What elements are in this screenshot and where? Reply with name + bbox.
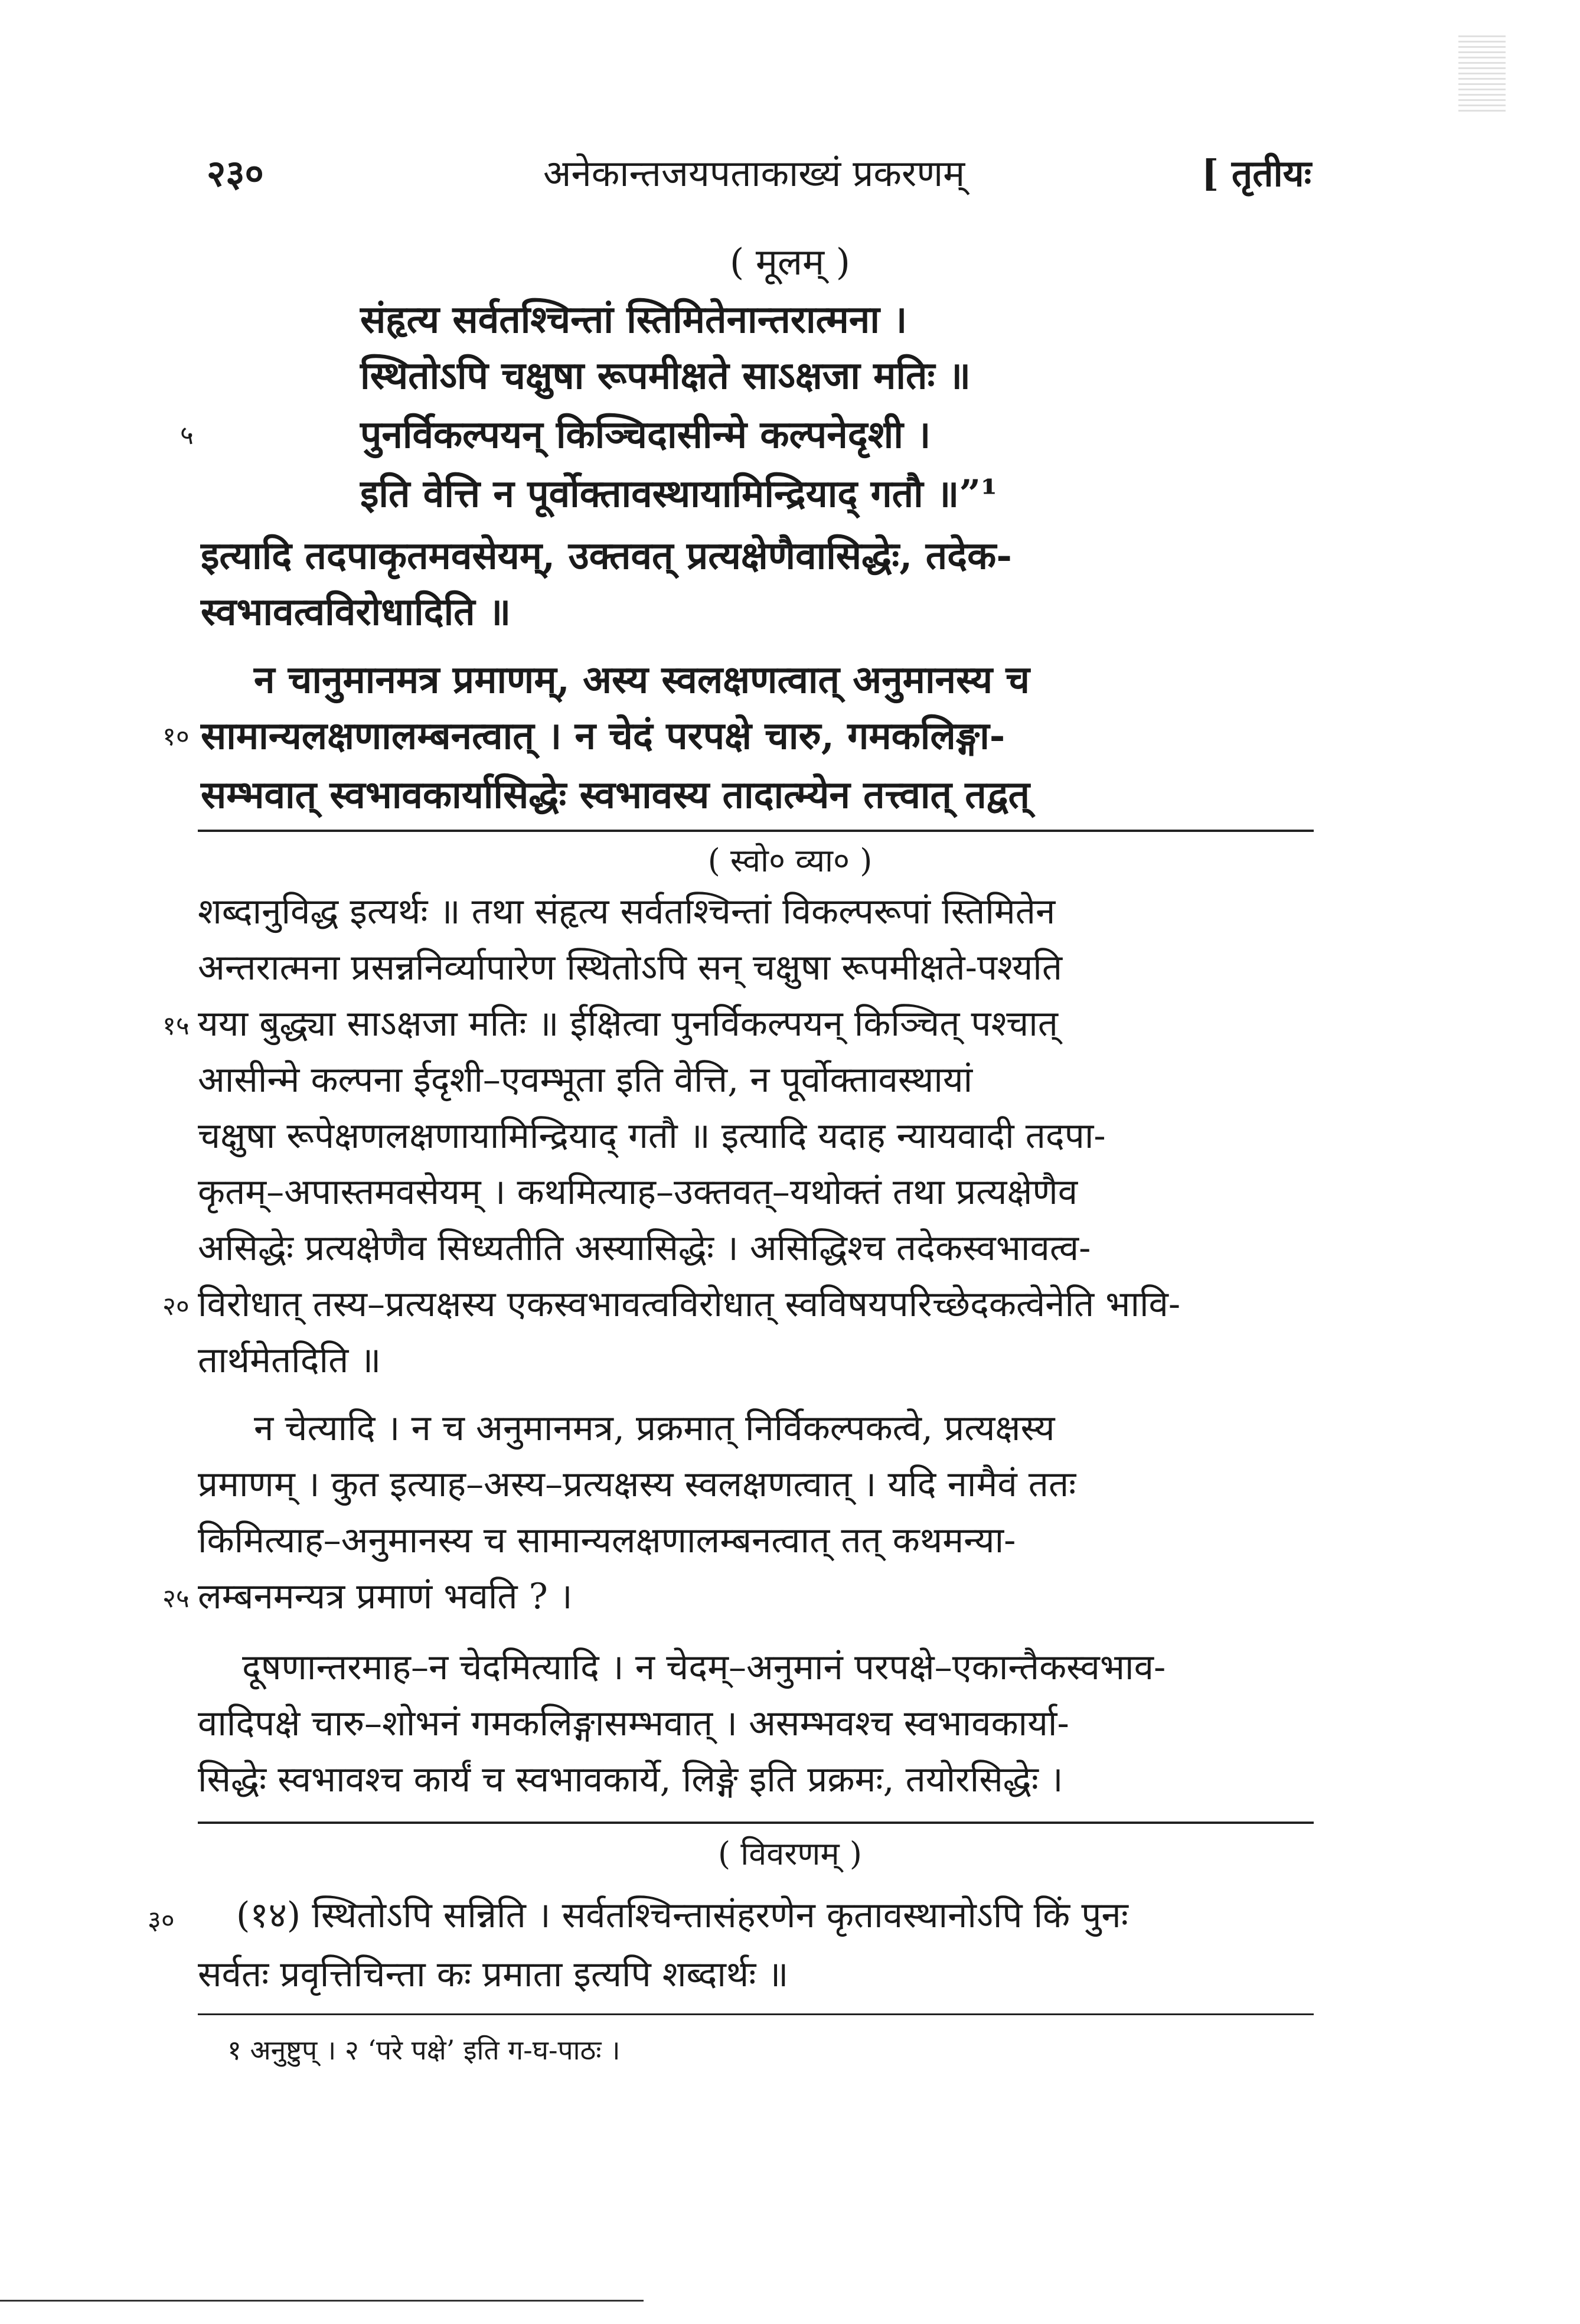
commentary-line: आसीन्मे कल्पना ईदृशी–एवम्भूता इति वेत्ति, न पूर्वोक्तावस्थायां xyxy=(198,1059,973,1101)
commentary-line: दूषणान्तरमाह–न चेदमित्यादि । न चेदम्–अनुमानं परपक्षे–एकान्तैकस्वभाव- xyxy=(242,1647,1166,1688)
commentary-line: सिद्धेः स्वभावश्च कार्यं च स्वभावकार्ये, लिङ्गे इति प्रक्रमः, तयोरसिद्धेः । xyxy=(198,1759,1063,1800)
commentary-line: तार्थमेतदिति ॥ xyxy=(198,1340,381,1381)
section-rule xyxy=(198,830,1314,832)
commentary-line: यया बुद्ध्या साऽक्षजा मतिः ॥ ईक्षित्वा पुनर्विकल्पयन् किञ्चित् पश्चात् xyxy=(198,1003,1058,1045)
commentary-line: असिद्धेः प्रत्यक्षेणैव सिध्यतीति अस्यासिद्धेः । असिद्धिश्च तदेकस्वभावत्व- xyxy=(198,1228,1091,1269)
line-number: १५ xyxy=(162,1011,190,1041)
commentary-line: कृतम्–अपास्तमवसेयम् । कथमित्याह–उक्तवत्–यथोक्तं तथा प्रत्यक्षेणैव xyxy=(198,1171,1078,1213)
section-rule xyxy=(198,1822,1314,1824)
mula-prose-line: सामान्यलक्षणालम्बनत्वात् । न चेदं परपक्षे चारु, गमकलिङ्गा- xyxy=(201,714,1006,758)
commentary-line: वादिपक्षे चारु–शोभनं गमकलिङ्गासम्भवात् । असम्भवश्च स्वभावकार्या- xyxy=(198,1703,1069,1744)
verse-line: पुनर्विकल्पयन् किञ्चिदासीन्मे कल्पनेदृशी । xyxy=(360,413,931,457)
commentary-line: प्रमाणम् । कुत इत्याह–अस्य–प्रत्यक्षस्य स्वलक्षणत्वात् । यदि नामैवं ततः xyxy=(198,1464,1076,1505)
commentary-line: किमित्याह–अनुमानस्य च सामान्यलक्षणालम्बनत्वात् तत् कथमन्या- xyxy=(198,1520,1016,1561)
mula-prose-line: स्वभावत्वविरोधादिति ॥ xyxy=(201,590,511,634)
page-number: २३० xyxy=(207,152,264,195)
verse-line: संहृत्य सर्वतश्चिन्तां स्तिमितेनान्तरात्मना । xyxy=(360,298,907,342)
verse-line: इति वेत्ति न पूर्वोक्तावस्थायामिन्द्रियाद् गतौ ॥”¹ xyxy=(360,472,998,516)
mula-prose-line: न चानुमानमत्र प्रमाणम्, अस्य स्वलक्षणत्वात् अनुमानस्य च xyxy=(254,658,1030,702)
verse-line: स्थितोऽपि चक्षुषा रूपमीक्षते साऽक्षजा मतिः ॥ xyxy=(360,354,971,398)
vivarana-heading: ( विवरणम् ) xyxy=(718,1835,862,1872)
chapter-label: [ तृतीयः xyxy=(1202,152,1312,195)
vivarana-line: (१४) स्थितोऽपि सन्निति । सर्वतश्चिन्तासंहरणेन कृतावस्थानोऽपि किं पुनः xyxy=(236,1895,1128,1936)
mula-prose-line: सम्भवात् स्वभावकार्यासिद्धेः स्वभावस्य तादात्म्येन तत्त्वात् तद्वत् xyxy=(201,773,1030,817)
mula-heading: ( मूलम् ) xyxy=(730,240,850,283)
mula-prose-line: इत्यादि तदपाकृतमवसेयम्, उक्तवत् प्रत्यक्षेणैवासिद्धेः, तदेक- xyxy=(201,534,1012,578)
commentary-heading: ( स्वो० व्या० ) xyxy=(707,842,873,879)
commentary-line: शब्दानुविद्ध इत्यर्थः ॥ तथा संहृत्य सर्वतश्चिन्तां विकल्परूपां स्तिमितेन xyxy=(198,891,1056,932)
bottom-rule xyxy=(0,2300,644,2302)
footnote-rule xyxy=(198,2013,1314,2015)
line-number: ३० xyxy=(148,1905,175,1935)
commentary-line: लम्बनमन्यत्र प्रमाणं भवति ? । xyxy=(198,1576,573,1617)
line-number: २५ xyxy=(162,1584,190,1614)
line-number: ५ xyxy=(180,420,194,451)
commentary-line: चक्षुषा रूपेक्षणलक्षणायामिन्द्रियाद् गतौ ॥ इत्यादि यदाह न्यायवादी तदपा- xyxy=(198,1115,1106,1157)
commentary-line: न चेत्यादि । न च अनुमानमत्र, प्रक्रमात् निर्विकल्पकत्वे, प्रत्यक्षस्य xyxy=(254,1408,1055,1449)
commentary-line: अन्तरात्मना प्रसन्ननिर्व्यापारेण स्थितोऽपि सन् चक्षुषा रूपमीक्षते-पश्यति xyxy=(198,947,1063,988)
vivarana-line: सर्वतः प्रवृत्तिचिन्ता कः प्रमाता इत्यपि शब्दार्थः ॥ xyxy=(198,1954,789,1995)
speckle-mark xyxy=(1458,35,1506,112)
running-title: अनेकान्तजयपताकाख्यं प्रकरणम् xyxy=(543,152,965,195)
commentary-line: विरोधात् तस्य–प्रत्यक्षस्य एकस्वभावत्वविरोधात् स्वविषयपरिच्छेदकत्वेनेति भावि- xyxy=(198,1284,1181,1325)
line-number: २० xyxy=(162,1291,190,1321)
footnote: १ अनुष्टुप् । २ ‘परे पक्षे’ इति ग-घ-पाठः । xyxy=(227,2034,621,2066)
line-number: १० xyxy=(162,722,190,752)
